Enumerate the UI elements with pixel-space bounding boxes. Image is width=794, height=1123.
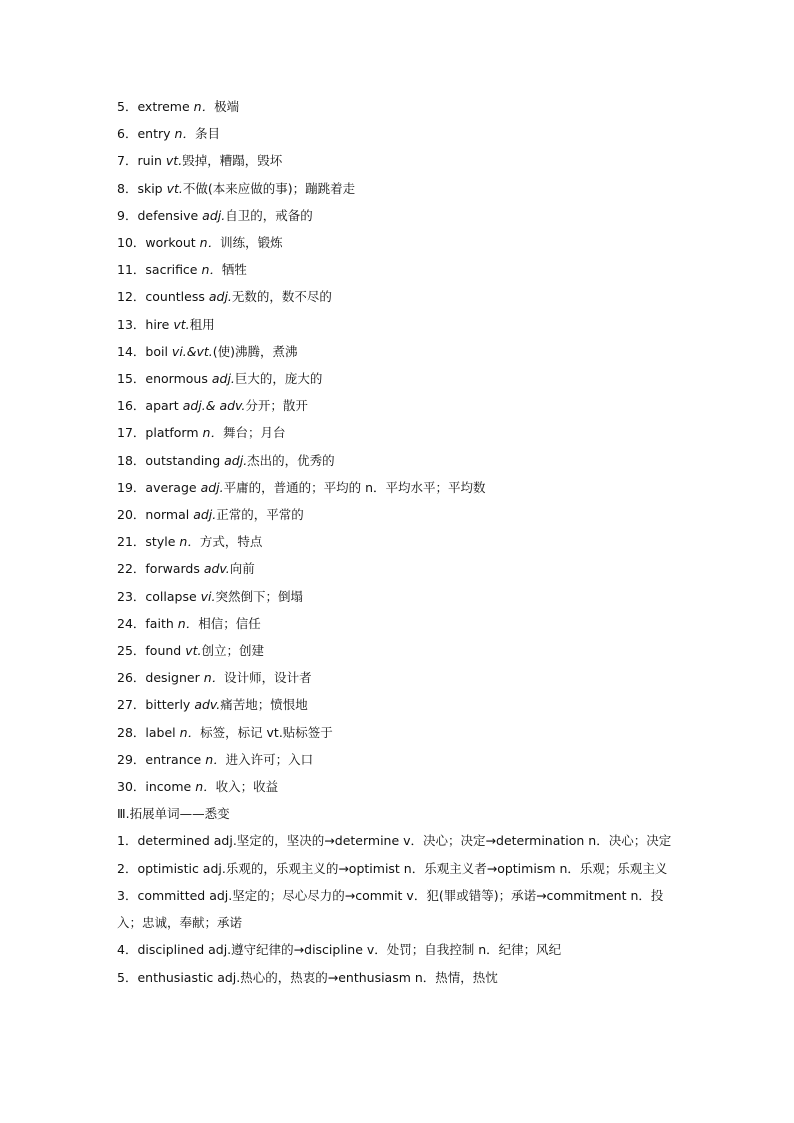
word-entry: [117, 664, 679, 691]
entry-word: platform: [145, 425, 199, 441]
entry-definition: 分开；散开: [245, 398, 308, 414]
entry-part-of-speech: n．: [203, 670, 225, 686]
entry-number: 22．: [117, 561, 146, 577]
entry-word: hire: [145, 316, 170, 332]
entry-part-of-speech: adj.: [224, 452, 248, 468]
entry-number: 8．: [117, 180, 138, 196]
word-entry: [117, 338, 679, 365]
entry-number: 13．: [117, 316, 146, 332]
entry-part-of-speech: vt.: [185, 643, 202, 659]
word-entry: [117, 610, 679, 637]
word-entry: [117, 719, 679, 746]
entry-word: extreme: [137, 99, 190, 114]
derived-word-entry: 3．committed adj.坚定的；尽心尽力的→commit v．犯(罪或错等)；承诺→commitment n．投入；忠诚，奉献；承诺: [117, 887, 664, 931]
entry-word: apart: [145, 398, 179, 414]
entry-word: collapse: [145, 588, 197, 604]
entry-part-of-speech: vt.: [173, 316, 190, 332]
entry-number: 14．: [117, 343, 146, 359]
entry-number: 24．: [117, 615, 146, 631]
word-entry: [117, 773, 679, 800]
word-entry: [117, 365, 679, 392]
entry-definition: 自卫的，戒备的: [225, 207, 313, 223]
word-entry: [117, 229, 679, 256]
entry-word: style: [145, 534, 176, 550]
word-entry: [117, 691, 679, 718]
entry-word: defensive: [137, 207, 199, 223]
entry-part-of-speech: adj.: [193, 507, 217, 523]
word-entry: [117, 746, 679, 773]
entry-number: 16．: [117, 398, 146, 414]
entry-word: enormous: [145, 371, 208, 387]
entry-number: 12．: [117, 289, 146, 305]
entry-word: sacrifice: [145, 262, 198, 278]
entry-part-of-speech: adj.& adv.: [182, 398, 246, 414]
word-entry: [117, 256, 679, 283]
word-entry: [117, 501, 679, 528]
word-entry: [117, 419, 679, 446]
entry-definition: 向前: [229, 561, 255, 577]
entry-definition: 舞台；月台: [222, 425, 286, 441]
word-entry: [117, 447, 679, 474]
entry-word: designer: [145, 670, 200, 686]
word-entry: [117, 528, 679, 555]
entry-part-of-speech: adj.: [211, 371, 235, 387]
entry-word: average: [145, 479, 197, 495]
word-entry: [117, 93, 679, 120]
entry-number: 6．: [117, 126, 138, 142]
word-entry: [117, 120, 679, 147]
entry-part-of-speech: n．: [199, 235, 221, 251]
entry-word: boil: [145, 343, 168, 359]
word-entry: [117, 392, 679, 419]
word-entry: [117, 283, 679, 310]
entry-definition: 训练，锻炼: [220, 235, 283, 251]
entry-definition: (使)沸腾，煮沸: [212, 343, 298, 359]
entry-word: forwards: [145, 561, 200, 577]
word-entry: [117, 583, 679, 610]
word-list: [117, 93, 679, 800]
word-entry: [117, 202, 679, 229]
entry-definition: 正常的，平常的: [216, 507, 304, 523]
entry-part-of-speech: n．: [179, 724, 201, 740]
entry-number: 7．: [117, 153, 138, 169]
derived-word-entry: 2．optimistic adj.乐观的，乐观主义的→optimist n．乐观主义者→optimism n．乐观；乐观主义: [117, 860, 668, 876]
entry-word: workout: [145, 235, 196, 251]
entry-part-of-speech: n．: [205, 751, 226, 767]
entry-word: entrance: [145, 751, 202, 767]
entry-number: 5．: [117, 99, 138, 114]
entry-definition: 不做(本来应做的事)；蹦跳着走: [182, 180, 356, 196]
entry-definition: 创立；创建: [201, 643, 265, 659]
entry-number: 27．: [117, 697, 146, 713]
entry-number: 30．: [117, 779, 146, 795]
entry-definition: 巨大的，庞大的: [234, 371, 323, 387]
entry-word: bitterly: [145, 697, 191, 713]
entry-number: 10．: [117, 235, 146, 251]
entry-definition: 收入；收益: [215, 779, 279, 795]
entry-part-of-speech: vi.: [200, 588, 216, 604]
entry-definition: 杰出的，优秀的: [247, 452, 335, 468]
entry-number: 29．: [117, 751, 146, 767]
entry-part-of-speech: n．: [193, 99, 215, 114]
entry-word: label: [145, 724, 176, 740]
entry-part-of-speech: vt.: [166, 180, 183, 196]
entry-part-of-speech: n．: [195, 779, 216, 795]
derived-word-entry: 4．disciplined adj.遵守纪律的→discipline v．处罚；自我控制 n．纪律；风纪: [117, 942, 562, 958]
entry-part-of-speech: adj.: [202, 207, 226, 223]
derived-word-list: [117, 827, 679, 990]
entry-number: 15．: [117, 371, 146, 387]
entry-number: 18．: [117, 452, 146, 468]
entry-number: 26．: [117, 670, 146, 686]
word-entry: [117, 175, 679, 202]
entry-definition: 突然倒下；倒塌: [215, 588, 304, 604]
derived-word-entry: 1．determined adj.坚定的，坚决的→determine v．决心；决定→determination n．决心；决定: [117, 833, 672, 849]
entry-number: 25．: [117, 643, 146, 659]
entry-number: 23．: [117, 588, 146, 604]
entry-part-of-speech: n．: [179, 534, 200, 550]
entry-word: countless: [145, 289, 205, 305]
entry-number: 17．: [117, 425, 146, 441]
section-heading: Ⅲ.拓展单词——悉变: [117, 806, 230, 822]
entry-definition: 进入许可；入口: [225, 751, 314, 767]
entry-part-of-speech: adj.: [200, 479, 224, 495]
entry-definition: 极端: [214, 99, 240, 114]
entry-word: income: [145, 779, 192, 795]
entry-definition: 痛苦地；愤恨地: [220, 697, 308, 713]
derived-word-entry: 5．enthusiastic adj.热心的，热衷的→enthusiasm n．热情，热忱: [117, 969, 498, 985]
entry-part-of-speech: adj.: [208, 289, 232, 305]
entry-number: 20．: [117, 507, 146, 523]
entry-number: 21．: [117, 534, 146, 550]
entry-definition: 牺牲: [221, 262, 247, 278]
entry-word: entry: [137, 126, 171, 142]
entry-definition: 方式，特点: [199, 534, 263, 550]
entry-word: outstanding: [145, 452, 221, 468]
entry-part-of-speech: adv.: [194, 697, 221, 713]
word-entry: [117, 555, 679, 582]
entry-number: 28．: [117, 724, 146, 740]
entry-definition: 租用: [189, 316, 215, 332]
entry-number: 9．: [117, 207, 138, 223]
entry-word: normal: [145, 507, 190, 523]
entry-part-of-speech: n．: [201, 262, 222, 278]
entry-definition: 毁掉，糟蹋，毁坏: [182, 153, 283, 169]
entry-word: skip: [137, 180, 163, 196]
entry-word: faith: [145, 615, 174, 631]
word-entry: [117, 147, 679, 174]
entry-definition: 条目: [194, 126, 220, 142]
entry-part-of-speech: n．: [177, 615, 199, 631]
entry-part-of-speech: n．: [174, 126, 195, 142]
word-entry: [117, 311, 679, 338]
vocabulary-content: [117, 93, 679, 991]
entry-word: ruin: [137, 153, 162, 169]
word-entry: [117, 474, 679, 501]
word-entry: [117, 637, 679, 664]
entry-number: 19．: [117, 479, 146, 495]
entry-part-of-speech: vi.&vt.: [171, 343, 213, 359]
entry-definition: 无数的，数不尽的: [231, 289, 332, 305]
entry-number: 11．: [117, 262, 146, 278]
entry-definition: 设计师，设计者: [224, 670, 312, 686]
entry-definition: 标签，标记 vt.贴标签于: [200, 724, 333, 740]
entry-part-of-speech: n．: [202, 425, 223, 441]
entry-definition: 相信；信任: [198, 615, 261, 631]
entry-part-of-speech: vt.: [165, 153, 183, 169]
entry-word: found: [145, 643, 182, 659]
entry-definition: 平庸的，普通的；平均的 n．平均水平；平均数: [223, 479, 486, 495]
entry-part-of-speech: adv.: [203, 561, 230, 577]
